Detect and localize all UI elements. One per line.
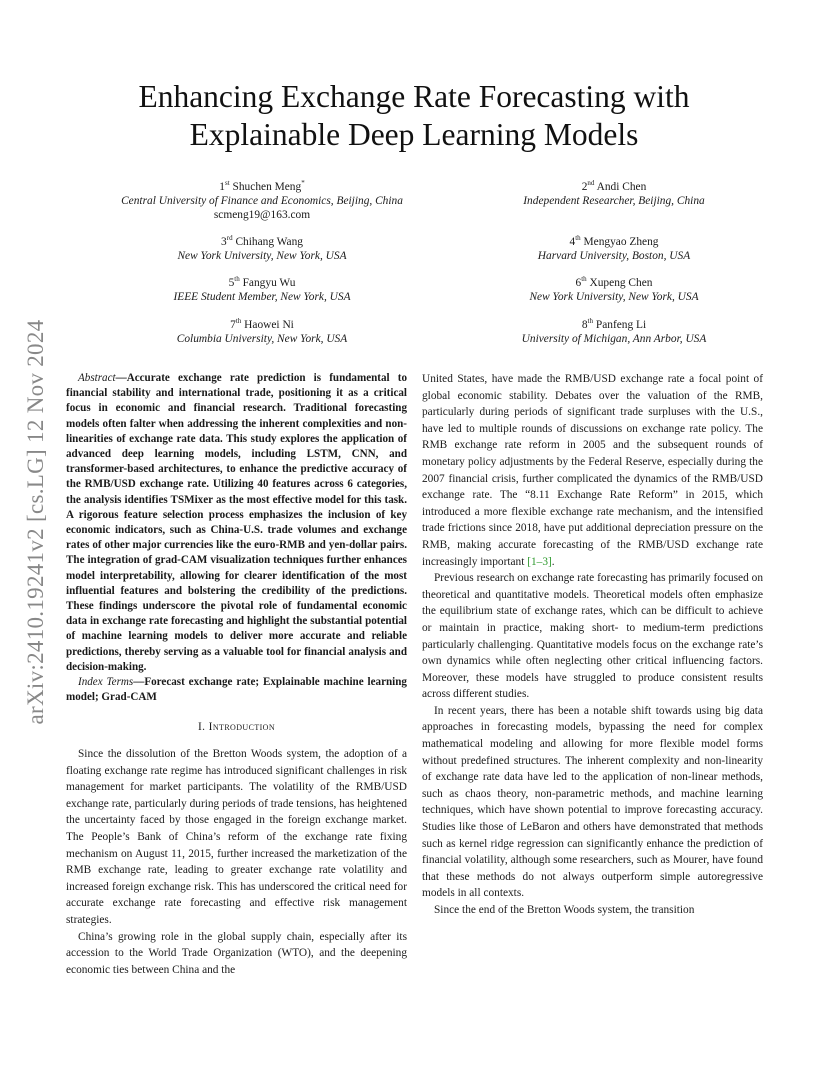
abstract-label: Abstract [78,372,116,384]
left-column [66,371,407,978]
author-name: 1st Shuchen Meng* [219,179,305,193]
body-paragraph: Since the dissolution of the Bretton Woods system, the adoption of a floating exchange rate regime has introduced significant challenges in risk management for market participants. The volatility of the RMB/USD exchange rate, particularly during periods of trade tensions, has heightened the uncertainty faced by those engaged in the foreign exchange market. The People’s Bank of China’s reform of the exchange rate fixing mechanism on August 11, 2015, further increased the marketization of the RMB exchange rate, leading to greater exchange rate volatility and increased foreign exchange risk. This has underscored the critical need for accurate exchange rate forecasting and effective risk management strategies. [66,748,407,926]
author-affiliation: New York University, New York, USA [529,290,699,303]
title-line-1: Enhancing Exchange Rate Forecasting with [138,79,690,114]
index-terms-text: —Forecast exchange rate; Explainable machine learning model; Grad-CAM [66,676,407,704]
section-heading: I. Introduction [197,721,276,734]
author-block [434,231,794,263]
author-block [434,176,794,208]
citation-link[interactable]: [1–3] [527,555,552,568]
author-block [82,231,442,263]
author-block [434,314,794,346]
author-affiliation: Independent Researcher, Beijing, China [523,194,705,207]
author-email[interactable]: scmeng19@163.com [213,208,311,221]
author-block [82,176,442,222]
paper-title [70,78,758,154]
right-column [422,371,763,919]
author-name: 3rd Chihang Wang [221,234,303,248]
author-affiliation: Harvard University, Boston, USA [537,249,691,262]
author-affiliation: New York University, New York, USA [177,249,347,262]
body-paragraph: Since the end of the Bretton Woods system, the transition [434,904,695,916]
author-name: 8th Panfeng Li [581,317,647,331]
author-name: 6th Xupeng Chen [575,275,653,289]
body-paragraph: In recent years, there has been a notable shift towards using big data approaches in forecasting models, bypassing the need for complex mathematical modeling and allowing for more flexible model forms without predefined structures. The inherent complexity and non-linearity of exchange rate data have led to the application of non-linear methods, such as chaos theory, non-parametric methods, and machine learning techniques, which have shown potential to improve forecasting accuracy. Studies like those of LeBaron and others have demonstrated that methods such as kernel ridge regression can significantly enhance the prediction of financial volatility, although some researchers, such as Mourer, have found that these methods do not always outperform simple autoregressive models in all contexts. [422,704,763,900]
index-terms [66,675,407,705]
arxiv-identifier: arXiv:2410.19241v2 [cs.LG] 12 Nov 2024 [23,319,48,725]
abstract-text: —Accurate exchange rate prediction is fundamental to financial stability and international trade, positioning it as a critical focus in economic and financial research. Traditional forecasting models often falter when addressing the inherent complexities and non-linearities of exchange rate data. This study explores the application of advanced deep learning models, including LSTM, CNN, and transformer-based architectures, to enhance the predictive accuracy of the RMB/USD exchange rate. Utilizing 40 features across 6 categories, the analysis identifies TSMixer as the most effective model for this task. A rigorous feature selection process emphasizes the inclusion of key economic indicators, such as China-U.S. trade volumes and exchange rates of other major currencies like the euro-RMB and yen-dollar pairs. The integration of grad-CAM visualization techniques further enhances model interpretability, allowing for clearer identification of the most influential features and bolstering the credibility of the predictions. These findings underscore the pivotal role of fundamental economic data in exchange rate forecasting and highlight the substantial potential of machine learning models to deliver more accurate and reliable predictions, thereby serving as a valuable tool for financial analysis and decision-making. [66,372,407,673]
author-affiliation: Columbia University, New York, USA [176,332,348,345]
author-affiliation: Central University of Finance and Economics, Beijing, China [121,194,403,207]
author-name: 4th Mengyao Zheng [569,234,659,248]
author-block [82,314,442,346]
author-name: 5th Fangyu Wu [228,275,296,289]
title-line-2: Explainable Deep Learning Models [189,117,639,152]
author-affiliation: University of Michigan, Ann Arbor, USA [521,332,707,345]
author-name: 7th Haowei Ni [230,317,294,331]
index-terms-label: Index Terms [78,676,134,689]
author-affiliation: IEEE Student Member, New York, USA [173,290,351,303]
abstract [66,371,407,675]
body-paragraph: Previous research on exchange rate forecasting has primarily focused on theoretical and quantitative models. Theoretical models often emphasize the equilibrium state of exchange rates, which can be difficult to achieve or maintain in practice, making short- to medium-term predictions particularly challenging. Quantitative models focus on the exchange rate’s own dynamics while often neglecting other critical influencing factors. Moreover, these models have struggled to produce consistent results across different studies. [422,572,763,701]
body-paragraph: China’s growing role in the global supply chain, especially after its accession to the World Trade Organization (WTO), and the deepening economic ties between China and the [66,930,407,976]
author-block [434,272,794,304]
body-paragraph: United States, have made the RMB/USD exchange rate a focal point of global economic stability. Debates over the valuation of the RMB, particularly during periods of significant trade surpluses with the U.S., have led to multiple rounds of discussions on exchange rate policy. The RMB exchange rate reform in 2005 and the subsequent rounds of monetary policy adjustments by the Federal Reserve, especially during the 2007 financial crisis, further complicated the dynamics of the RMB/USD exchange rate. The “8.11 Exchange Rate Reform” in 2015, which introduced a more flexible exchange rate mechanism, and the intensified trade frictions since 2018, have put additional depreciation pressure on the RMB, making accurate forecasting of the RMB/USD exchange rate increasingly important [1–3]. [422,373,763,568]
author-block [82,272,442,304]
author-name: 2nd Andi Chen [581,179,647,193]
